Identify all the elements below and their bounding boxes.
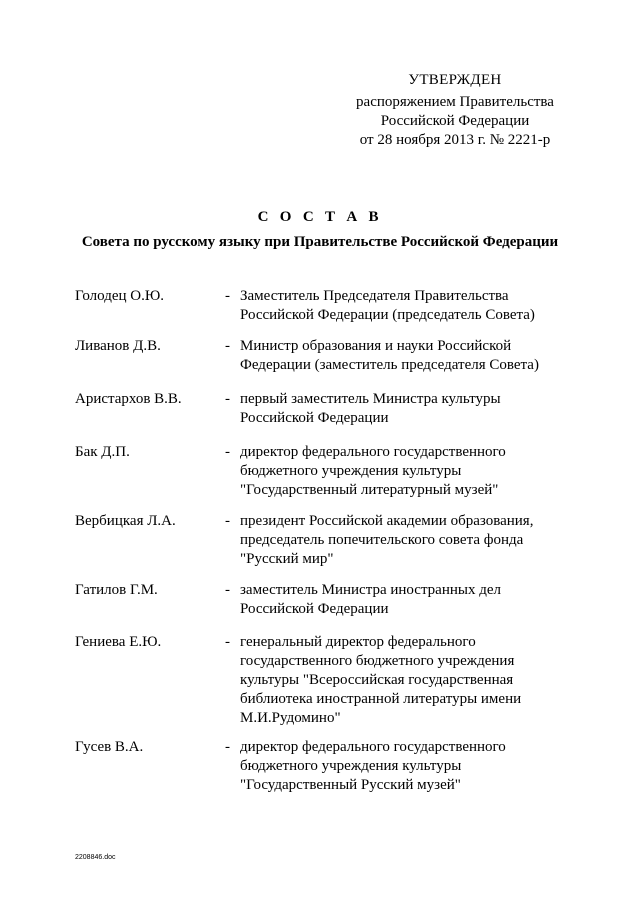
member-description-line: генеральный директор федерального [240, 634, 476, 650]
member-description [240, 512, 560, 569]
member-description-line: директор федерального государственного [240, 444, 506, 460]
member-description-line: культуры "Всероссийская государственная [240, 672, 514, 688]
member-description-line: Министр образования и науки Российской [240, 338, 512, 354]
member-dash: - [225, 391, 230, 407]
member-dash: - [225, 739, 230, 755]
member-description-line: бюджетного учреждения культуры [240, 463, 462, 479]
member-description-line: Российской Федерации (председатель Совета) [240, 307, 535, 323]
member-dash: - [225, 338, 230, 354]
member-dash: - [225, 513, 230, 529]
member-description [240, 337, 560, 375]
approval-block [340, 71, 570, 150]
member-description-line: бюджетного учреждения культуры [240, 758, 462, 774]
member-description-line: государственного бюджетного учреждения [240, 653, 515, 669]
member-description-line: "Государственный Русский музей" [240, 777, 461, 793]
member-name: Гениева Е.Ю. [75, 634, 162, 650]
member-description [240, 581, 560, 619]
member-name: Гатилов Г.М. [75, 582, 158, 598]
document-subtitle: Совета по русскому языку при Правительстве Российской Федерации [81, 234, 559, 250]
document-title: С О С Т А В [257, 209, 383, 225]
member-description [240, 633, 560, 728]
member-description-line: председатель попечительского совета фонда [240, 532, 524, 548]
member-description-line: Федерации (заместитель председателя Совета) [240, 357, 539, 373]
member-description [240, 738, 560, 795]
member-description-line: первый заместитель Министра культуры [240, 391, 501, 407]
member-description [240, 390, 560, 428]
member-description-line: заместитель Министра иностранных дел [240, 582, 501, 598]
member-description-line: Заместитель Председателя Правительства [240, 288, 509, 304]
member-name: Голодец О.Ю. [75, 288, 165, 304]
approval-country: Российской Федерации [380, 113, 530, 129]
member-description [240, 443, 560, 500]
approval-status: УТВЕРЖДЕН [408, 72, 502, 88]
member-name: Гусев В.А. [75, 739, 144, 755]
member-description-line: М.И.Рудомино" [240, 710, 341, 726]
member-dash: - [225, 444, 230, 460]
member-description-line: президент Российской академии образования, [240, 513, 534, 529]
member-description-line: Российской Федерации [240, 410, 389, 426]
member-dash: - [225, 634, 230, 650]
member-name: Вербицкая Л.А. [75, 513, 176, 529]
member-name: Бак Д.П. [75, 444, 130, 460]
member-description-line: библиотека иностранной литературы имени [240, 691, 522, 707]
approval-authority: распоряжением Правительства [356, 94, 554, 110]
member-description-line: "Государственный литературный музей" [240, 482, 499, 498]
approval-date-number: от 28 ноября 2013 г. № 2221-р [359, 132, 551, 148]
member-description-line: директор федерального государственного [240, 739, 506, 755]
member-name: Аристархов В.В. [75, 391, 182, 407]
member-description-line: "Русский мир" [240, 551, 334, 567]
member-dash: - [225, 288, 230, 304]
member-description [240, 287, 560, 325]
member-dash: - [225, 582, 230, 598]
member-name: Ливанов Д.В. [75, 338, 161, 354]
member-description-line: Российской Федерации [240, 601, 389, 617]
document-file-id: 2208846.doc [75, 854, 116, 861]
